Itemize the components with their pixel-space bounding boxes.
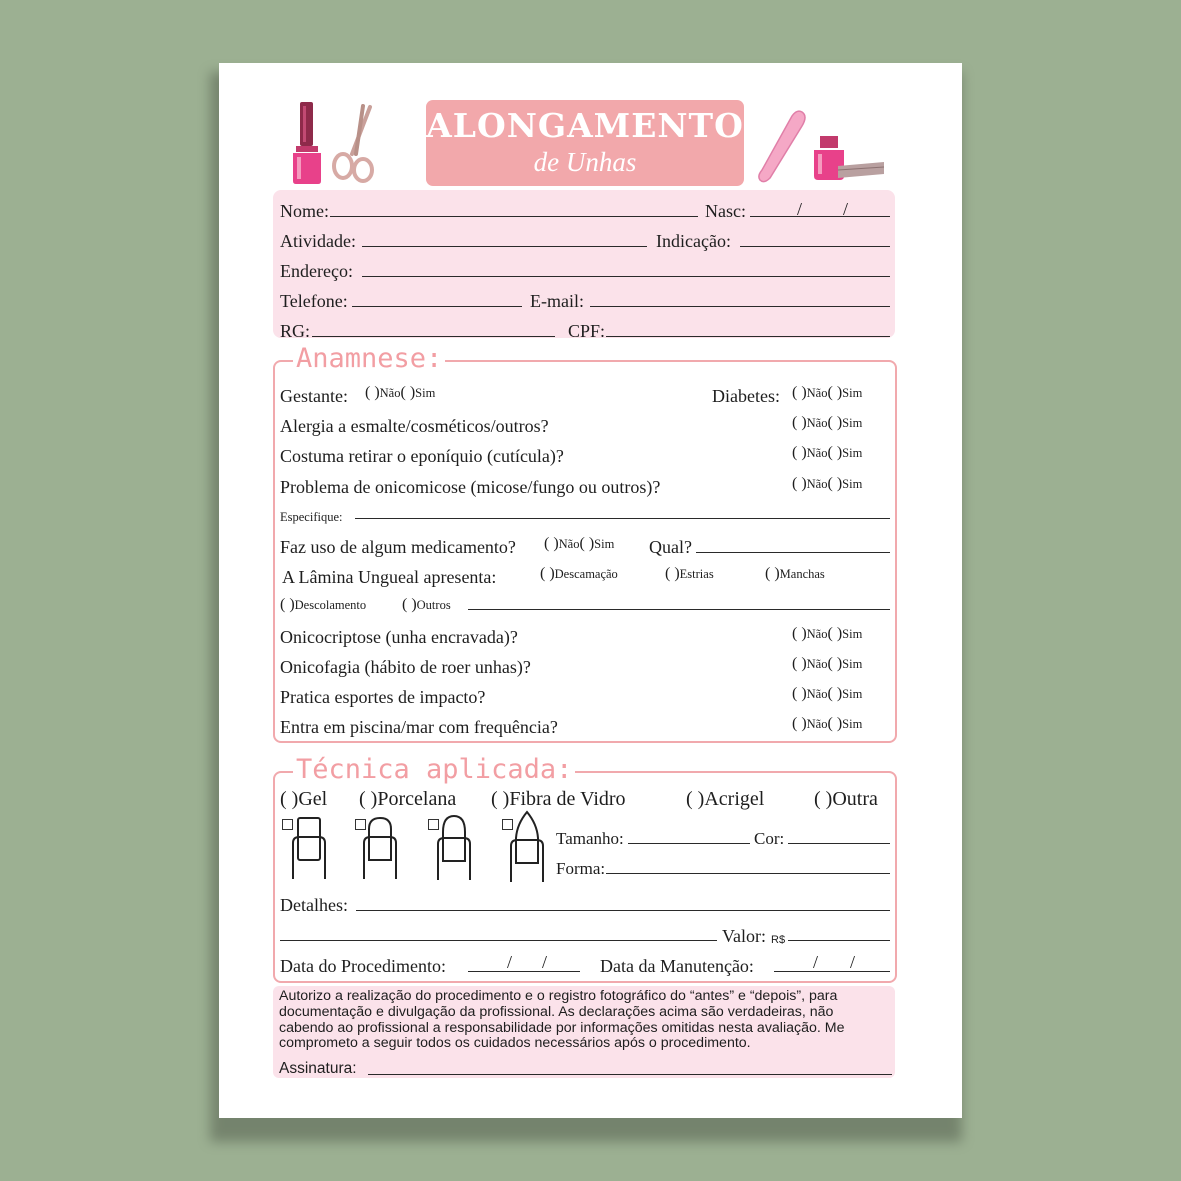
name-field[interactable] xyxy=(330,216,698,217)
nail-file-icon xyxy=(758,108,808,184)
diabetes-options[interactable]: ( )Não( )Sim xyxy=(792,384,863,401)
diabetes-question: Diabetes: xyxy=(712,386,780,406)
fungus-options[interactable]: ( )Não( )Sim xyxy=(792,475,863,492)
birth-label: Nasc: xyxy=(705,201,746,221)
cuticle-options[interactable]: ( )Não( )Sim xyxy=(792,444,863,461)
cpf-label: CPF: xyxy=(568,321,606,341)
cuticle-row xyxy=(280,445,892,469)
shape-field[interactable] xyxy=(606,873,890,874)
signature-label: Assinatura: xyxy=(279,1060,357,1077)
date-separator: / xyxy=(813,952,819,972)
declaration-line: comprometo a seguir todos os cuidados necessários após o procedimento. xyxy=(279,1035,751,1052)
declaration-line: documentação e divulgação da profissional. As declarações acima são verdadeiras, não xyxy=(279,1003,834,1020)
maintenance-date-field[interactable] xyxy=(774,971,890,972)
fungus-row xyxy=(280,476,892,500)
procedure-date-field[interactable] xyxy=(468,971,580,972)
ingrown-options[interactable]: ( )Não( )Sim xyxy=(792,625,863,642)
type-gel[interactable]: ( )Gel xyxy=(280,788,328,810)
which-label: Qual? xyxy=(649,537,692,557)
biting-row xyxy=(280,656,892,680)
type-fibra-vidro[interactable]: ( )Fibra de Vidro xyxy=(491,788,626,810)
size-color-row xyxy=(556,828,890,852)
maintenance-date-label: Data da Manutenção: xyxy=(600,956,754,976)
rg-label: RG: xyxy=(280,321,311,341)
address-field[interactable] xyxy=(362,276,890,277)
activity-label: Atividade: xyxy=(280,231,356,251)
referral-field[interactable] xyxy=(740,246,890,247)
technique-types-row xyxy=(280,788,892,812)
declaration-text xyxy=(279,989,895,1052)
phone-field[interactable] xyxy=(352,306,522,307)
medication-options[interactable]: ( )Não( )Sim xyxy=(544,535,615,552)
option-outros[interactable]: ( )Outros xyxy=(402,596,451,613)
document-row xyxy=(280,320,892,344)
value-field[interactable] xyxy=(788,940,890,941)
activity-field[interactable] xyxy=(362,246,647,247)
nail-plate-question: A Lâmina Ungueal apresenta: xyxy=(282,567,497,587)
details-row xyxy=(280,894,892,918)
procedure-date-label: Data do Procedimento: xyxy=(280,956,446,976)
medication-question: Faz uso de algum medicamento? xyxy=(280,537,516,557)
sports-question: Pratica esportes de impacto? xyxy=(280,687,486,707)
signature-field[interactable] xyxy=(368,1074,892,1075)
shape-label: Forma: xyxy=(556,859,606,878)
referral-label: Indicação: xyxy=(656,231,731,251)
color-field[interactable] xyxy=(788,843,890,844)
currency-label: R$ xyxy=(771,934,786,946)
value-label: Valor: xyxy=(722,926,766,946)
stiletto-nail-icon xyxy=(507,810,547,884)
shape-row xyxy=(556,858,890,882)
pregnant-question: Gestante: xyxy=(280,386,348,406)
square-nail-icon xyxy=(289,815,329,881)
address-label: Endereço: xyxy=(280,261,353,281)
date-separator: / xyxy=(542,952,548,972)
cpf-field[interactable] xyxy=(606,336,890,337)
oval-nail-icon xyxy=(434,812,474,882)
allergy-options[interactable]: ( )Não( )Sim xyxy=(792,414,863,431)
address-row xyxy=(280,260,892,284)
type-outra[interactable]: ( )Outra xyxy=(814,788,878,810)
pregnant-row xyxy=(280,385,892,409)
value-row xyxy=(280,925,892,949)
specify-label: Especifique: xyxy=(280,510,343,524)
option-descamacao[interactable]: ( )Descamação xyxy=(540,565,618,582)
nail-polish-icon xyxy=(290,100,324,186)
specify-field[interactable] xyxy=(355,518,890,519)
form-title-box xyxy=(426,100,744,186)
cuticle-question: Costuma retirar o eponíquio (cutícula)? xyxy=(280,446,564,466)
size-label: Tamanho: xyxy=(556,829,624,848)
scissors-icon xyxy=(330,104,378,184)
color-label: Cor: xyxy=(754,829,785,848)
date-separator: / xyxy=(850,952,856,972)
email-label: E-mail: xyxy=(530,291,584,311)
biting-options[interactable]: ( )Não( )Sim xyxy=(792,655,863,672)
form-subtitle: de Unhas xyxy=(533,147,637,177)
form-title: ALONGAMENTO xyxy=(426,106,744,145)
type-acrigel[interactable]: ( )Acrigel xyxy=(686,788,765,810)
email-field[interactable] xyxy=(590,306,890,307)
option-estrias[interactable]: ( )Estrias xyxy=(665,565,714,582)
size-field[interactable] xyxy=(628,843,750,844)
polish-bottle-icon xyxy=(808,134,886,184)
nail-plate-row xyxy=(280,566,892,590)
type-porcelana[interactable]: ( )Porcelana xyxy=(359,788,457,810)
activity-row xyxy=(280,230,892,254)
name-label: Nome: xyxy=(280,201,329,221)
declaration-line: Autorizo a realização do procedimento e o registro fotográfico do “antes” e “depois”, para xyxy=(279,988,838,1004)
technique-title: Técnica aplicada: xyxy=(293,755,575,785)
other-field[interactable] xyxy=(468,609,890,610)
date-separator: / xyxy=(843,199,849,219)
phone-label: Telefone: xyxy=(280,291,348,311)
specify-row xyxy=(280,506,892,530)
pool-options[interactable]: ( )Não( )Sim xyxy=(792,715,863,732)
nail-plate-row-2 xyxy=(280,596,892,620)
details-label: Detalhes: xyxy=(280,895,348,915)
birth-field[interactable] xyxy=(750,216,890,217)
medication-row xyxy=(280,536,892,560)
pregnant-options[interactable]: ( )Não( )Sim xyxy=(365,384,436,401)
name-row xyxy=(280,200,892,224)
squoval-nail-icon xyxy=(360,815,400,881)
details-field-2[interactable] xyxy=(280,940,717,941)
date-separator: / xyxy=(797,199,803,219)
anamnese-title: Anamnese: xyxy=(293,344,445,374)
ingrown-row xyxy=(280,626,892,650)
option-manchas[interactable]: ( )Manchas xyxy=(765,565,825,582)
allergy-question: Alergia a esmalte/cosméticos/outros? xyxy=(280,416,549,436)
sports-row xyxy=(280,686,892,710)
pool-row xyxy=(280,716,892,740)
details-field[interactable] xyxy=(356,910,890,911)
sports-options[interactable]: ( )Não( )Sim xyxy=(792,685,863,702)
option-descolamento[interactable]: ( )Descolamento xyxy=(280,596,367,613)
allergy-row xyxy=(280,415,892,439)
contact-row xyxy=(280,290,892,314)
fungus-question: Problema de onicomicose (micose/fungo ou outros)? xyxy=(280,477,661,497)
which-field[interactable] xyxy=(696,552,890,553)
ingrown-question: Onicocriptose (unha encravada)? xyxy=(280,627,518,647)
date-separator: / xyxy=(507,952,513,972)
biting-question: Onicofagia (hábito de roer unhas)? xyxy=(280,657,531,677)
rg-field[interactable] xyxy=(312,336,555,337)
dates-row xyxy=(280,952,892,979)
pool-question: Entra em piscina/mar com frequência? xyxy=(280,717,558,737)
declaration-line: cabendo ao profissional a responsabilidade por informações omitidas nesta avaliação. Me xyxy=(279,1019,845,1036)
